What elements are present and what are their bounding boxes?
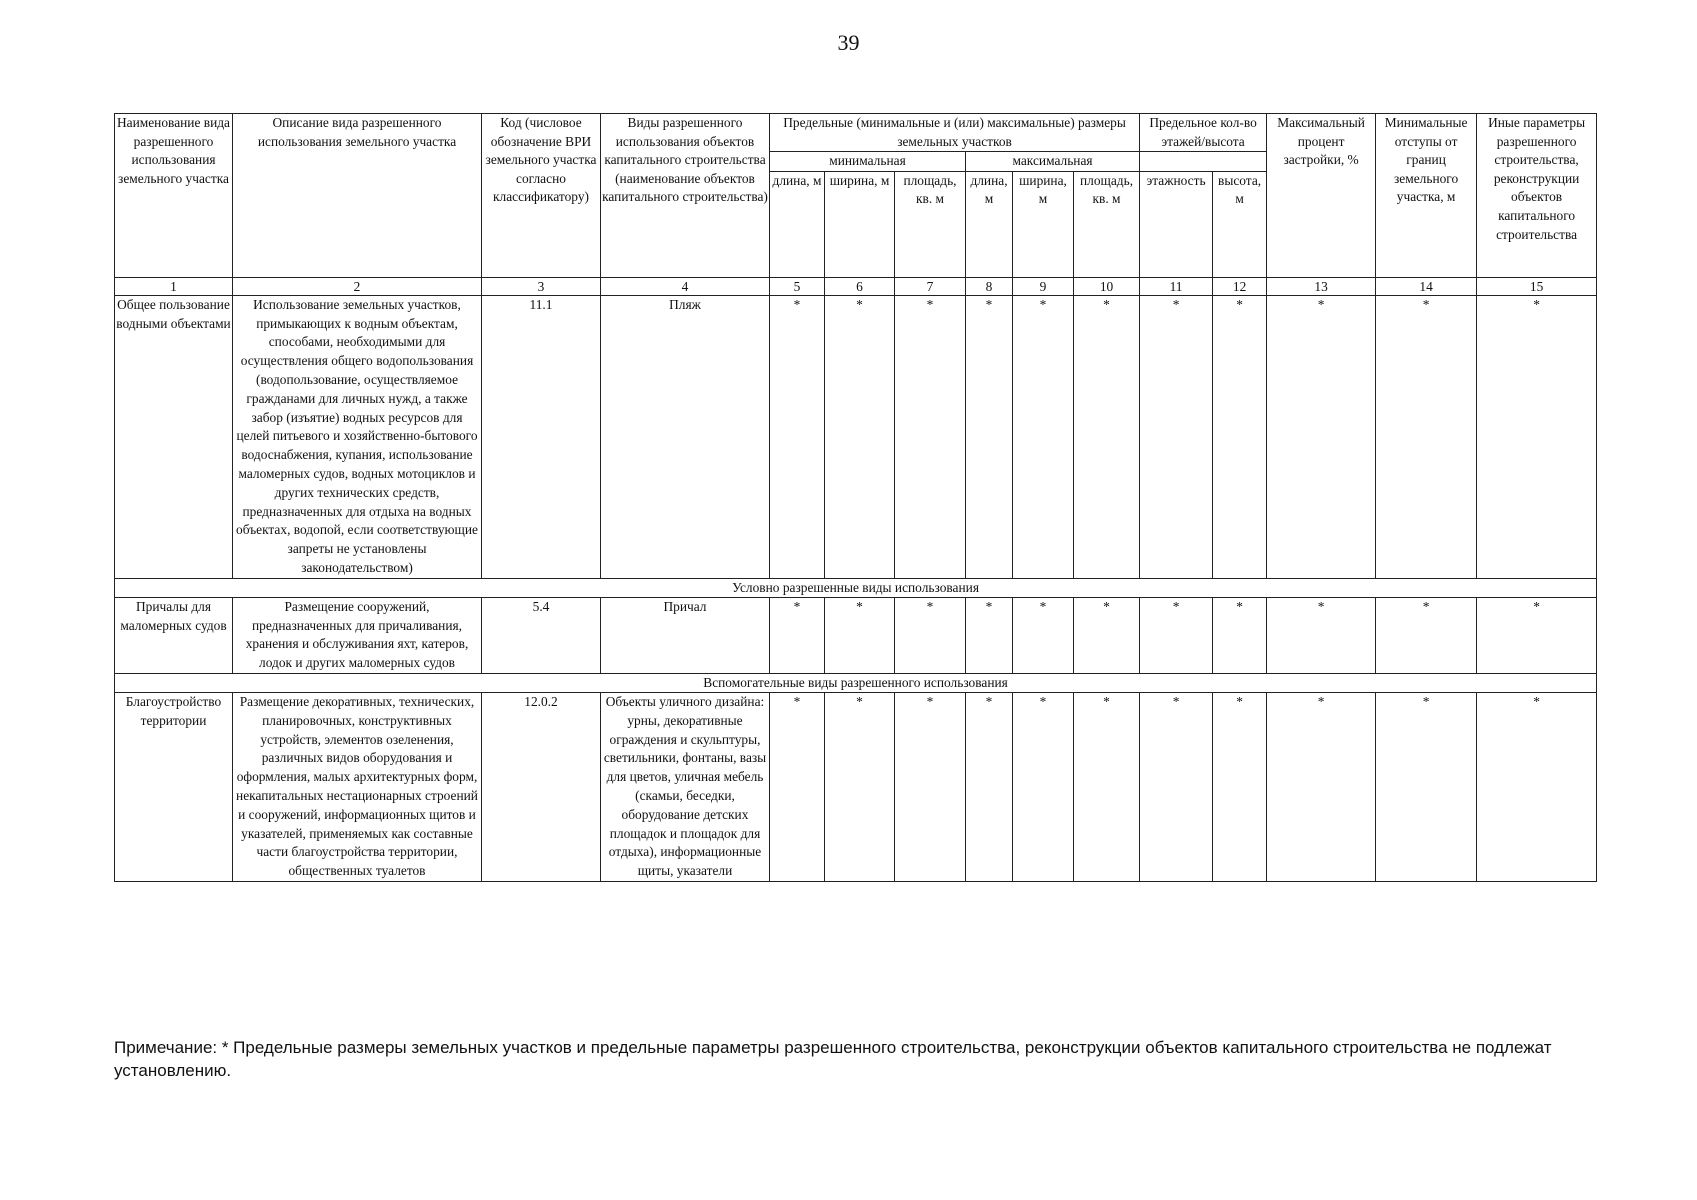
cell-kind: Причал bbox=[601, 597, 770, 673]
cell-value: * bbox=[1267, 597, 1376, 673]
header-description: Описание вида разрешенного использования земельного участка bbox=[233, 114, 482, 278]
header-max-area: площадь, кв. м bbox=[1074, 171, 1140, 277]
cell-kind: Пляж bbox=[601, 295, 770, 578]
header-other: Иные параметры разрешенного строительства, реконструкции объектов капитального строительства bbox=[1477, 114, 1597, 278]
header-row-1 bbox=[115, 114, 1597, 152]
cell-code: 12.0.2 bbox=[482, 692, 601, 881]
cell-description: Размещение декоративных, технических, планировочных, конструктивных устройств, элементов озеленения, различных видов оборудования и оформления, малых архитектурных форм, некапитальных нестационарных строений и сооружений, информационных щитов и указателей, применяемых как составные части благоустройства территории, общественных туалетов bbox=[233, 692, 482, 881]
cell-value: * bbox=[1074, 597, 1140, 673]
header-min-setbacks: Минимальные отступы от границ земельного участка, м bbox=[1376, 114, 1477, 278]
header-max-width: ширина, м bbox=[1013, 171, 1074, 277]
section-auxiliary: Вспомогательные виды разрешенного использования bbox=[115, 673, 1597, 692]
header-floors: этажность bbox=[1140, 171, 1213, 277]
cell-value: * bbox=[1140, 692, 1213, 881]
column-number: 1 bbox=[115, 277, 233, 295]
column-number: 15 bbox=[1477, 277, 1597, 295]
column-number: 4 bbox=[601, 277, 770, 295]
cell-value: * bbox=[1213, 692, 1267, 881]
footnote: Примечание: * Предельные размеры земельных участков и предельные параметры разрешенного строительства, реконструкции объектов капитального строительства не подлежат установлению. bbox=[114, 1038, 1552, 1080]
column-number: 8 bbox=[966, 277, 1013, 295]
cell-description: Использование земельных участков, примыкающих к водным объектам, способами, необходимыми для осуществления общего водопользования (водопользование, осуществляемое гражданами для личных нужд, а также забор (изъятие) водных ресурсов для целей питьевого и хозяйственно-бытового водоснабжения, купания, использование маломерных судов, водных мотоциклов и других технических средств, предназначенных для отдыха на водных объектах, водопой, если соответствующие запреты не установлены законодательством) bbox=[233, 295, 482, 578]
cell-value: * bbox=[825, 597, 895, 673]
column-number: 9 bbox=[1013, 277, 1074, 295]
section-row bbox=[115, 673, 1597, 692]
cell-value: * bbox=[895, 597, 966, 673]
cell-kind: Объекты уличного дизайна: урны, декоративные ограждения и скульптуры, светильники, фонтаны, вазы для цветов, уличная мебель (скамьи, беседки, оборудование детских площадок и площадок для отдыха), информационные щиты, указатели bbox=[601, 692, 770, 881]
cell-value: * bbox=[1376, 692, 1477, 881]
cell-value: * bbox=[895, 692, 966, 881]
cell-value: * bbox=[1477, 692, 1597, 881]
cell-value: * bbox=[1267, 692, 1376, 881]
cell-value: * bbox=[895, 295, 966, 578]
column-number: 6 bbox=[825, 277, 895, 295]
table-row bbox=[115, 597, 1597, 673]
table-row bbox=[115, 692, 1597, 881]
header-code: Код (числовое обозначение ВРИ земельного участка согласно классификатору) bbox=[482, 114, 601, 278]
column-numbers-row bbox=[115, 277, 1597, 295]
header-min-area: площадь, кв. м bbox=[895, 171, 966, 277]
cell-value: * bbox=[1213, 295, 1267, 578]
cell-name: Общее пользование водными объектами bbox=[115, 295, 233, 578]
cell-value: * bbox=[1477, 597, 1597, 673]
header-min: минимальная bbox=[770, 152, 966, 172]
cell-value: * bbox=[1140, 597, 1213, 673]
cell-description: Размещение сооружений, предназначенных для причаливания, хранения и обслуживания яхт, катеров, лодок и других маломерных судов bbox=[233, 597, 482, 673]
column-number: 11 bbox=[1140, 277, 1213, 295]
column-number: 13 bbox=[1267, 277, 1376, 295]
column-number: 12 bbox=[1213, 277, 1267, 295]
header-name: Наименование вида разрешенного использования земельного участка bbox=[115, 114, 233, 278]
cell-value: * bbox=[1013, 692, 1074, 881]
cell-value: * bbox=[1376, 295, 1477, 578]
cell-value: * bbox=[770, 692, 825, 881]
cell-code: 11.1 bbox=[482, 295, 601, 578]
cell-name: Причалы для маломерных судов bbox=[115, 597, 233, 673]
header-limits: Предельные (минимальные и (или) максимальные) размеры земельных участков bbox=[770, 114, 1140, 152]
cell-value: * bbox=[1140, 295, 1213, 578]
cell-value: * bbox=[1074, 295, 1140, 578]
cell-value: * bbox=[966, 692, 1013, 881]
cell-name: Благоустройство территории bbox=[115, 692, 233, 881]
cell-code: 5.4 bbox=[482, 597, 601, 673]
header-min-width: ширина, м bbox=[825, 171, 895, 277]
cell-value: * bbox=[1013, 597, 1074, 673]
cell-value: * bbox=[1267, 295, 1376, 578]
column-number: 3 bbox=[482, 277, 601, 295]
cell-value: * bbox=[1074, 692, 1140, 881]
column-number: 5 bbox=[770, 277, 825, 295]
header-max-percent: Максимальный процент застройки, % bbox=[1267, 114, 1376, 278]
section-row bbox=[115, 578, 1597, 597]
column-number: 7 bbox=[895, 277, 966, 295]
cell-value: * bbox=[770, 597, 825, 673]
column-number: 14 bbox=[1376, 277, 1477, 295]
header-floors-group: Предельное кол-во этажей/высота bbox=[1140, 114, 1267, 152]
cell-value: * bbox=[1477, 295, 1597, 578]
table-row bbox=[115, 295, 1597, 578]
land-use-table bbox=[114, 113, 1597, 882]
header-height: высота, м bbox=[1213, 171, 1267, 277]
column-number: 2 bbox=[233, 277, 482, 295]
header-min-length: длина, м bbox=[770, 171, 825, 277]
page-number: 39 bbox=[837, 30, 860, 55]
section-conditional: Условно разрешенные виды использования bbox=[115, 578, 1597, 597]
cell-value: * bbox=[1376, 597, 1477, 673]
cell-value: * bbox=[825, 692, 895, 881]
cell-value: * bbox=[1013, 295, 1074, 578]
header-kinds: Виды разрешенного использования объектов капитального строительства (наименование объектов капитального строительства) bbox=[601, 114, 770, 278]
cell-value: * bbox=[966, 597, 1013, 673]
cell-value: * bbox=[966, 295, 1013, 578]
column-number: 10 bbox=[1074, 277, 1140, 295]
header-max: максимальная bbox=[966, 152, 1140, 172]
cell-value: * bbox=[770, 295, 825, 578]
header-max-length: длина, м bbox=[966, 171, 1013, 277]
cell-value: * bbox=[825, 295, 895, 578]
header-floors-blank bbox=[1140, 152, 1267, 172]
cell-value: * bbox=[1213, 597, 1267, 673]
